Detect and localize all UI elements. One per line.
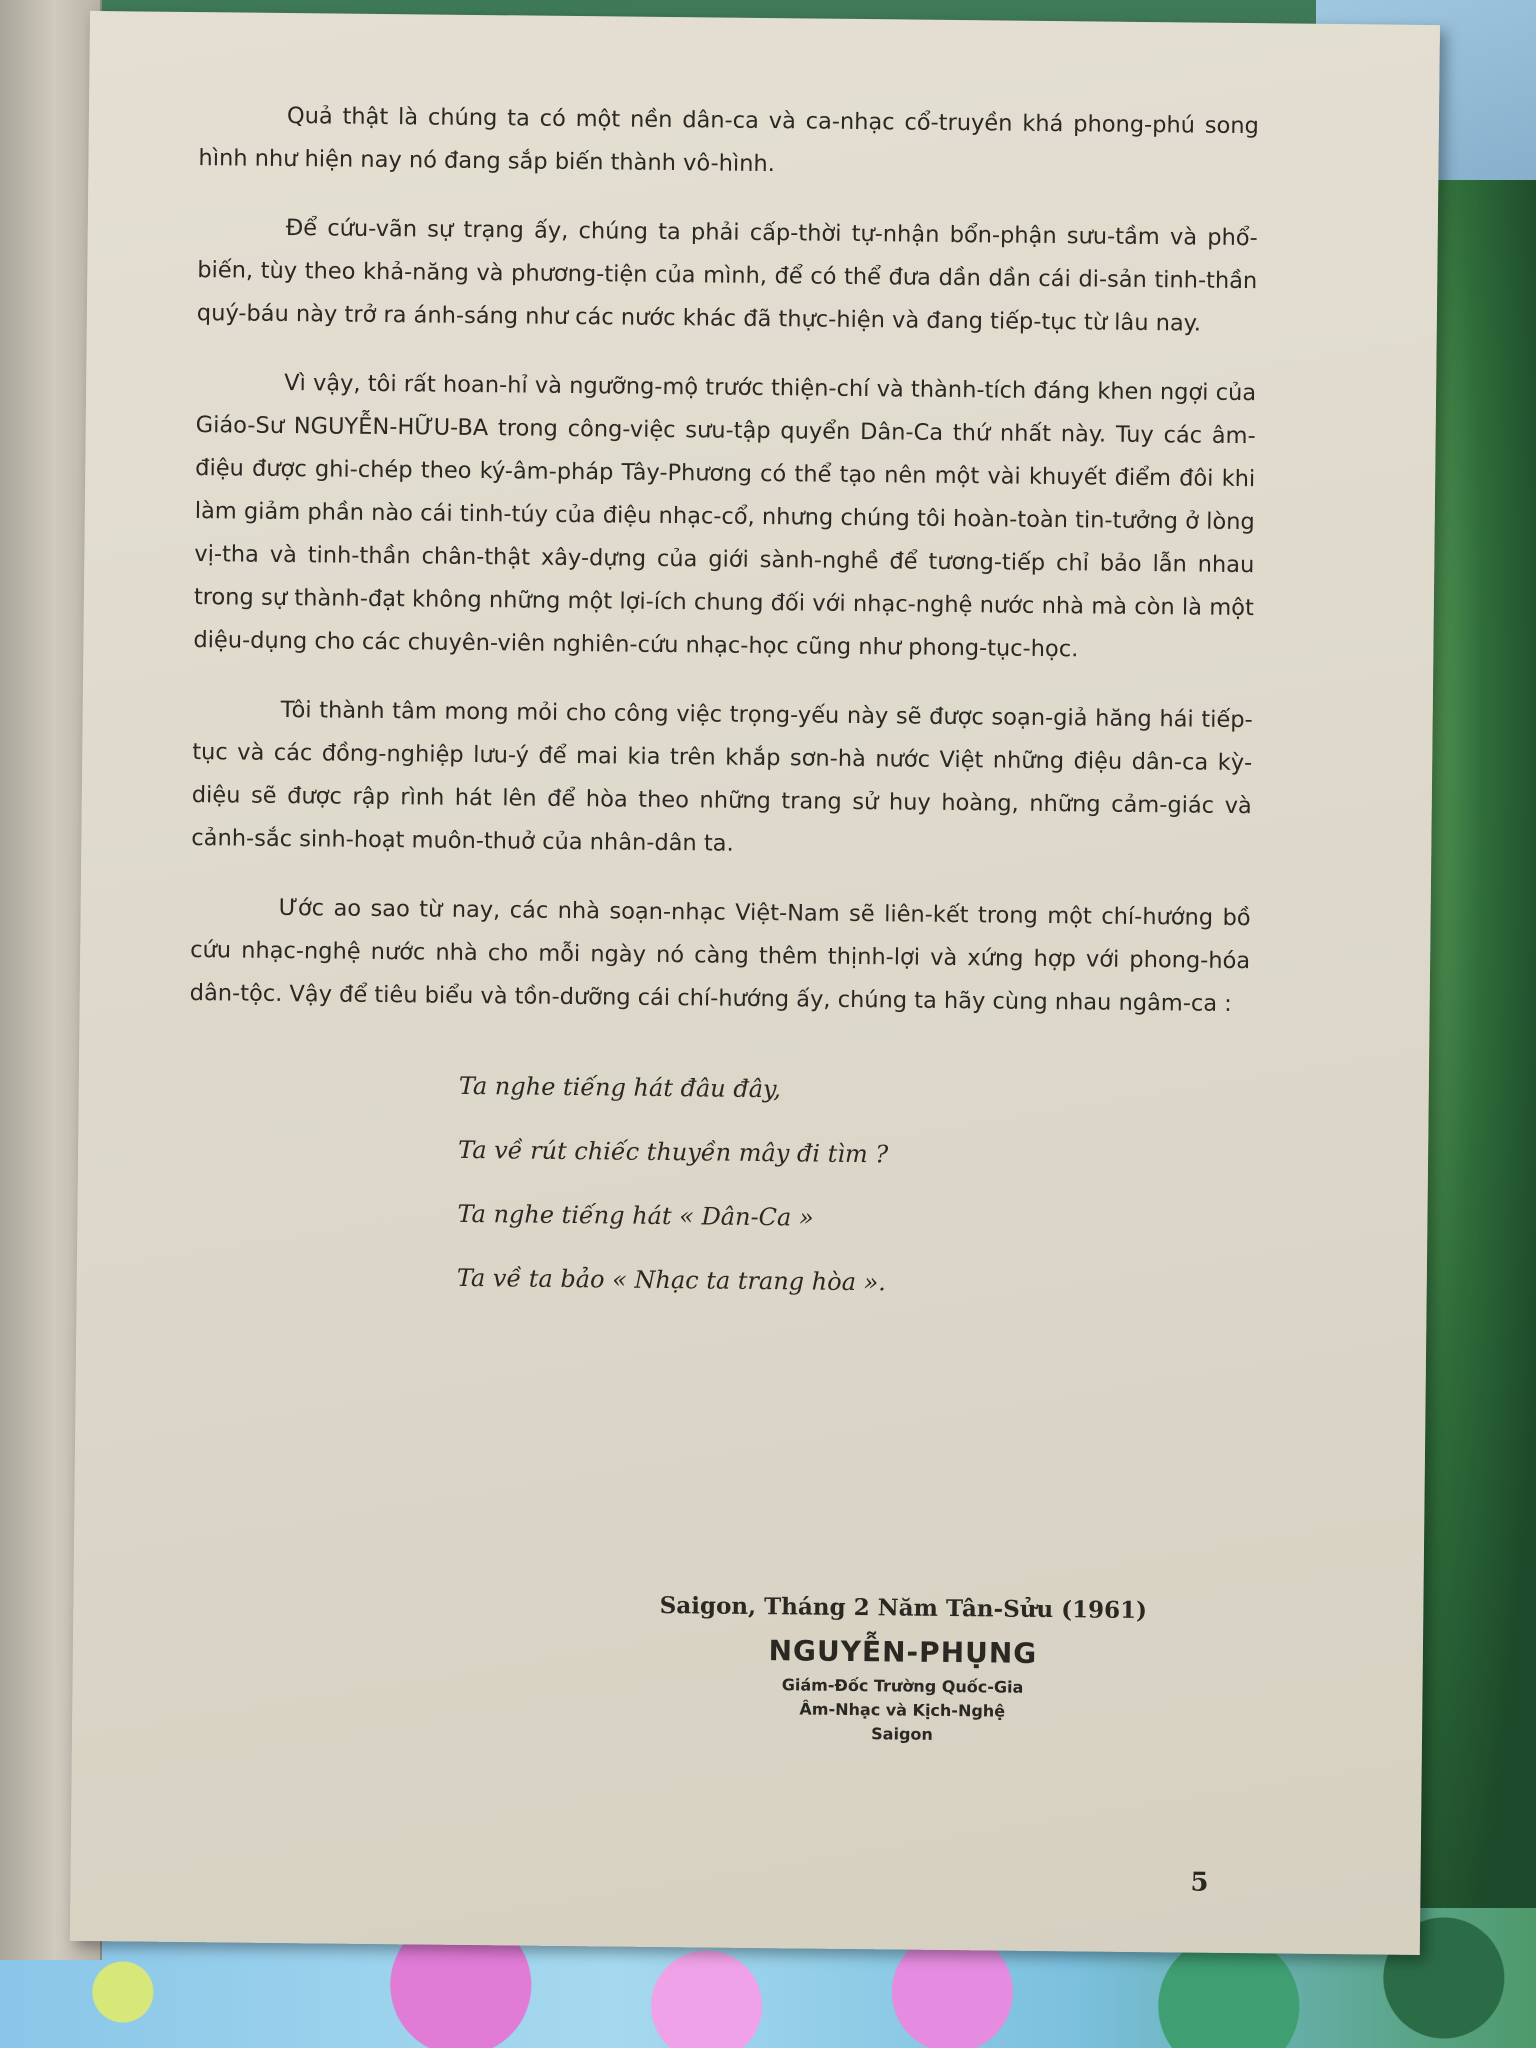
paragraph-2: Để cứu-vãn sự trạng ấy, chúng ta phải cấp-thời tự-nhận bổn-phận sưu-tầm và phổ-biến, tùy theo khả-năng và phương-tiện của mình, để có thể đưa dần dần cái di-sản tinh-thần quý-báu này trở ra ánh-sáng như các nước khác đã thực-hiện và đang tiếp-tục từ lâu nay. [196,214,1258,337]
paragraph-3: Vì vậy, tôi rất hoan-hỉ và ngưỡng-mộ trước thiện-chí và thành-tích đáng khen ngợi của Giáo-Sư NGUYỄN-HỮU-BA trong công-việc sưu-tập quyển Dân-Ca thứ nhất này. Tuy các âm-điệu được ghi-chép theo ký-âm-pháp Tây-Phương có thể tạo nên một vài khuyết điểm đôi khi làm giảm phần nào cái tinh-túy của điệu nhạc-cổ, nhưng chúng tôi hoàn-toàn tin-tưởng ở lòng vị-tha và tinh-thần chân-thật xây-dựng của giới sành-nghề để tương-tiếp chỉ bảo lẫn nhau trong sự thành-đạt không những một lợi-ích chung đối với nhạc-nghệ nước nhà mà còn là một diệu-dụng cho các chuyên-viên nghiên-cứu nhạc-học cũng như phong-tục-học. [193,369,1257,663]
signature-block [602,1591,1204,1749]
page-number: 5 [1190,1867,1209,1898]
poem-line-4: Ta về ta bảo « Nhạc ta trang hòa ». [456,1263,887,1297]
signature-title-line-1: Giám-Đốc Trường Quốc-Gia [781,1675,1024,1697]
poem-line-3: Ta nghe tiếng hát « Dân-Ca » [457,1199,814,1232]
signature-title-line-2: Âm-Nhạc và Kịch-Nghệ [799,1699,1006,1721]
paragraph-4: Tôi thành tâm mong mỏi cho công việc trọng-yếu này sẽ được soạn-giả hăng hái tiếp-tục và các đồng-nghiệp lưu-ý để mai kia trên khắp sơn-hà nước Việt những điệu dân-ca kỳ-diệu sẽ được rập rình hát lên để hòa theo những trang sử huy hoàng, những cảm-giác và cảnh-sắc sinh-hoạt muôn-thuở của nhân-dân ta. [191,696,1253,857]
signature-title-line-3: Saigon [871,1724,933,1744]
book-page [70,11,1440,1955]
poem [456,1054,1249,1318]
poem-line-2: Ta về rút chiếc thuyền mây đi tìm ? [457,1135,889,1169]
poem-line-1: Ta nghe tiếng hát đâu đây, [458,1071,782,1104]
signature-date: Saigon, Tháng 2 Năm Tân-Sửu (1961) [659,1591,1148,1625]
paragraph-5: Ước ao sao từ nay, các nhà soạn-nhạc Việt-Nam sẽ liên-kết trong một chí-hướng bồ cứu nhạc-nghệ nước nhà cho mỗi ngày nó càng thêm thịnh-lợi và xứng hợp với phong-hóa dân-tộc. Vậy để tiêu biểu và tồn-dưỡng cái chí-hướng ấy, chúng ta hãy cùng nhau ngâm-ca : [189,894,1251,1017]
signature-name: NGUYỄN-PHỤNG [768,1634,1038,1670]
paragraph-1: Quả thật là chúng ta có một nền dân-ca và ca-nhạc cổ-truyền khá phong-phú song hình như hiện nay nó đang sắp biến thành vô-hình. [198,103,1260,178]
page-body [186,94,1259,1318]
